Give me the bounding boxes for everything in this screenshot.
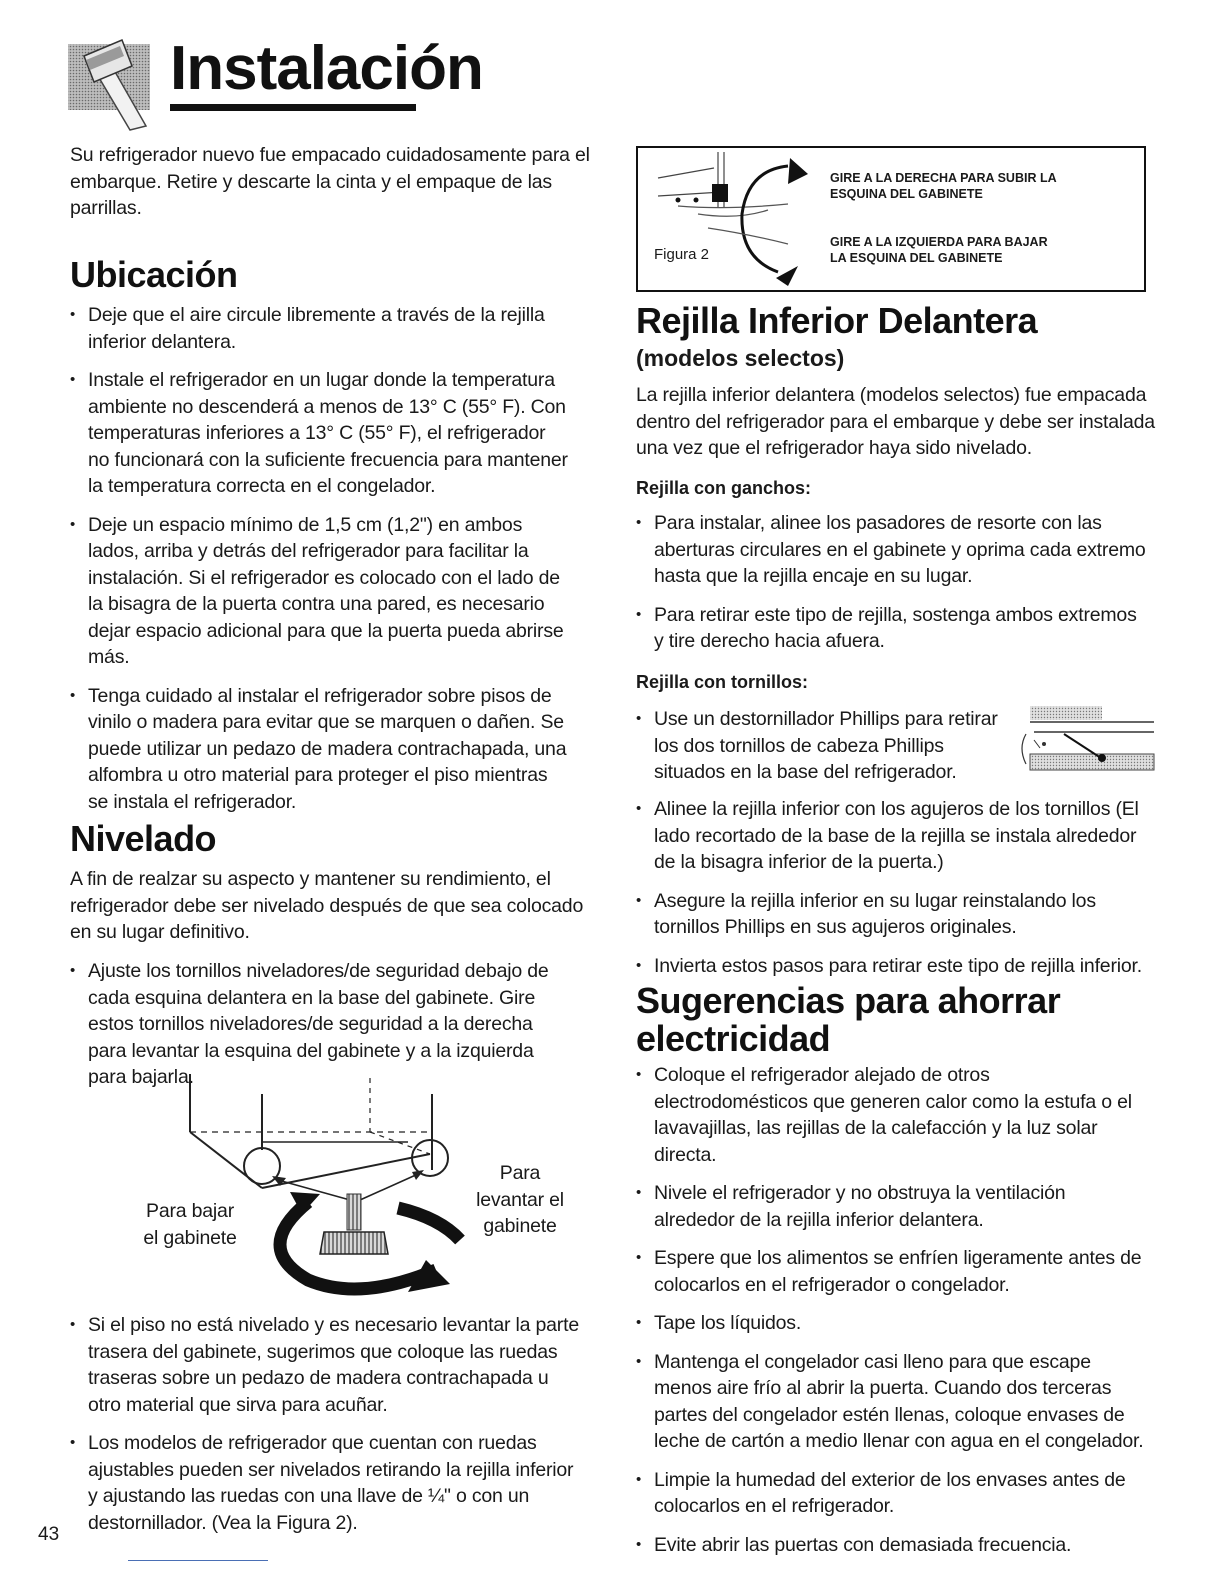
roller-adjust-illustration (638, 148, 828, 290)
list-item: • Invierta estos pasos para retirar este tipo de rejilla inferior. (636, 953, 1146, 980)
ganchos-list (636, 510, 1146, 667)
list-item: • Deje que el aire circule libremente a través de la rejilla inferior delantera. (70, 302, 570, 355)
title-rule (170, 104, 416, 111)
list-item: • Evite abrir las puertas con demasiada frecuencia. (636, 1532, 1146, 1559)
list-item: • Espere que los alimentos se enfríen ligeramente antes de colocarlos en el refrigerador o congelador. (636, 1245, 1146, 1298)
tornillos-list (636, 796, 1146, 991)
list-item: • Deje un espacio mínimo de 1,5 cm (1,2") en ambos lados, arriba y detrás del refrigerador para facilitar la instalación. Si el refrigerador es colocado con el lado de la bisagra de la puerta contra una pared, es necesario dejar espacio adicional para que la puerta pueda abrirse más. (70, 512, 570, 671)
section-heading-sugerencias: Sugerencias para ahorrar electricidad (636, 980, 1061, 1059)
footer-rule (128, 1560, 268, 1561)
list-item: • Instale el refrigerador en un lugar donde la temperatura ambiente no descenderá a menos de 13° C (55° F). Con temperaturas inferiores a 13° C (55° F), el refrigerador no funcionará con la suficiente frecuencia para mantener la temperatura correcta en el congelador. (70, 367, 570, 500)
figure-2 (636, 146, 1146, 292)
page-title: Instalación (170, 34, 483, 103)
figure-label: Figura 2 (654, 246, 710, 263)
list-item: • Para retirar este tipo de rejilla, sostenga ambos extremos y tire derecho hacia afuera. (636, 602, 1146, 655)
caption-clockwise: GIRE A LA DERECHA PARA SUBIR LA ESQUINA DEL GABINETE (830, 171, 1057, 201)
section-subheading-modelos: (modelos selectos) (636, 345, 845, 371)
nivelado-intro: A fin de realzar su aspecto y mantener su rendimiento, el refrigerador debe ser nivelado después de que sea colocado en su lugar definitivo. (70, 868, 584, 943)
label-raise-cabinet: Para levantar el gabinete (476, 1162, 564, 1237)
rejilla-intro: La rejilla inferior delantera (modelos selectos) fue empacada dentro del refrigerador para el embarque y debe ser instalada una vez que el refrigerador haya sido nivelado. (636, 384, 1155, 459)
list-item: Use un destornillador Phillips para retirar los dos tornillos de cabeza Phillips situados en la base del refrigerador. (654, 708, 998, 783)
list-item: • Tenga cuidado al instalar el refrigerador sobre pisos de vinilo o madera para evitar que se marquen o dañen. Se puede utilizar un pedazo de madera contrachapada, una alfombra u otro material para proteger el piso mientras se instala el refrigerador. (70, 683, 570, 816)
section-heading-nivelado: Nivelado (70, 818, 217, 859)
nivelado-bullet-adjust: • Ajuste los tornillos niveladores/de seguridad debajo de cada esquina delantera en la base del gabinete. Gire estos tornillos niveladores/de seguridad a la derecha para levantar la esquina del gabinete y a la izquierda para bajarla. (70, 960, 549, 1088)
list-item: • Nivele el refrigerador y no obstruya la ventilación alrededor de la rejilla inferior delantera. (636, 1180, 1146, 1233)
tornillos-heading: Rejilla con tornillos: (636, 672, 809, 692)
caption-counterclockwise: GIRE A LA IZQUIERDA PARA BAJAR LA ESQUINA DEL GABINETE (830, 235, 1048, 265)
intro-paragraph: Su refrigerador nuevo fue empacado cuidadosamente para el embarque. Retire y descarte la cinta y el empaque de las parrillas. (70, 144, 590, 219)
list-item: • Mantenga el congelador casi lleno para que escape menos aire frío al abrir la puerta. Cuando dos terceras partes del congelador estén llenas, coloque envases de leche de cartón a medio llenar con agua en el congelador. (636, 1349, 1146, 1455)
list-item: • Tape los líquidos. (636, 1310, 1146, 1337)
sugerencias-list (636, 1062, 1146, 1570)
label-lower-cabinet: Para bajar el gabinete (143, 1200, 237, 1249)
ganchos-heading: Rejilla con ganchos: (636, 478, 812, 498)
list-item: • Si el piso no está nivelado y es necesario levantar la parte trasera del gabinete, sugerimos que coloque las ruedas traseras sobre un pedazo de madera contrachapada u otro material que sirva para acuñar. (70, 1312, 580, 1418)
nivelado-list (70, 1312, 580, 1548)
list-item: • Alinee la rejilla inferior con los agujeros de los tornillos (El lado recortado de la base de la rejilla se instala alrededor de la bisagra inferior de la puerta.) (636, 796, 1146, 876)
hammer-icon (66, 36, 154, 132)
section-heading-ubicacion: Ubicación (70, 254, 238, 295)
list-item: • Para instalar, alinee los pasadores de resorte con las aberturas circulares en el gabinete y oprima cada extremo hasta que la rejilla encaje en su lugar. (636, 510, 1146, 590)
list-item: • Los modelos de refrigerador que cuentan con ruedas ajustables pueden ser nivelados retirando la rejilla inferior y ajustando las ruedas con una llave de ¼" o con un destornillador. (Vea la Figura 2). (70, 1430, 580, 1536)
page-number: 43 (38, 1524, 60, 1545)
ubicacion-list (70, 302, 570, 827)
list-item: • Limpie la humedad del exterior de los envases antes de colocarlos en el refrigerador. (636, 1467, 1146, 1520)
tornillos-first-item: • Use un destornillador Phillips para retirar los dos tornillos de cabeza Phillips situados en la base del refrigerador. (636, 708, 998, 783)
grille-screw-illustration (1004, 704, 1156, 780)
list-item: • Asegure la rejilla inferior en su lugar reinstalando los tornillos Phillips en sus agujeros originales. (636, 888, 1146, 941)
list-item: • Coloque el refrigerador alejado de otros electrodomésticos que generen calor como la estufa o el lavavajillas, las rejillas de la calefacción y la luz solar directa. (636, 1062, 1146, 1168)
list-item: Ajuste los tornillos niveladores/de seguridad debajo de cada esquina delantera en la base del gabinete. Gire estos tornillos niveladores/de seguridad a la derecha para levantar la esquina del gabinete y a la izquierda para bajarla. (88, 960, 549, 1088)
section-heading-rejilla: Rejilla Inferior Delantera (636, 300, 1038, 341)
